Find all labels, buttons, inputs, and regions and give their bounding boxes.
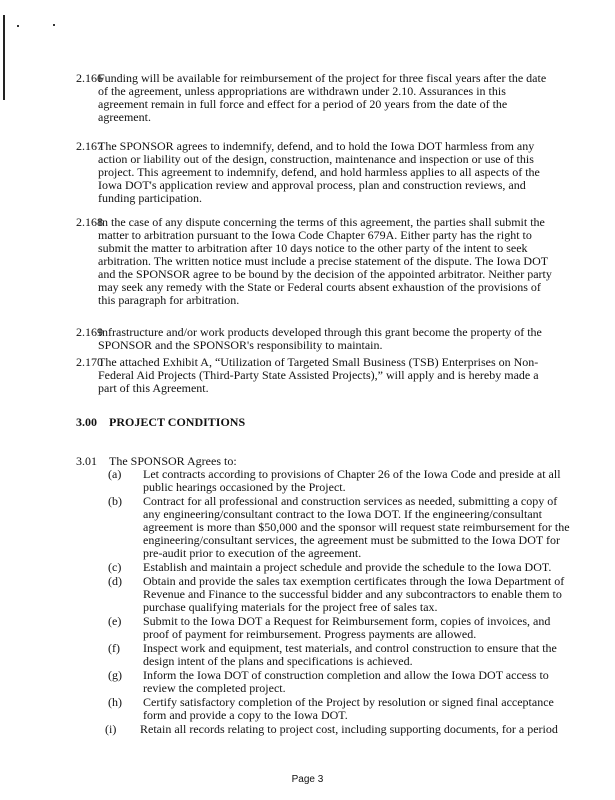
text-line: Federal Aid Projects (Third-Party State Assisted Projects),” will apply and is hereby made a	[98, 368, 539, 382]
text-line: pre-audit prior to execution of the agreement.	[143, 546, 362, 560]
text-line: In the case of any dispute concerning the terms of this agreement, the parties shall submit the	[98, 215, 545, 229]
item-text	[140, 723, 558, 736]
item-label: (e)	[108, 614, 122, 628]
paragraph-number: 2.167	[76, 139, 103, 153]
text-line: may seek any remedy with the State or Federal courts absent exhaustion of the provisions of	[98, 280, 541, 294]
text-line: public hearings occasioned by the Project.	[143, 480, 346, 494]
text-line: matter to arbitration pursuant to the Iowa Code Chapter 679A. Either party has the right to	[98, 228, 532, 242]
clause-number: 3.01	[76, 454, 97, 468]
scan-speck	[53, 24, 55, 26]
item-label: (h)	[108, 695, 122, 709]
text-line: review the completed project.	[143, 681, 286, 695]
text-line: purchase qualifying materials for the project free of sales tax.	[143, 600, 438, 614]
text-line: submit the matter to arbitration after 10 days notice to the other party of the intent to seek	[98, 241, 528, 255]
text-line: part of this Agreement.	[98, 381, 209, 395]
page-number: Page 3	[291, 774, 324, 785]
item-text	[143, 696, 554, 722]
item-text	[143, 495, 570, 560]
paragraph-number: 2.170	[76, 355, 103, 369]
item-label: (f)	[108, 641, 120, 655]
paragraph-text	[98, 72, 546, 124]
paragraph-text	[98, 216, 552, 307]
text-line: and the SPONSOR agree to be bound by the decision of the appointed arbitrator. Neither party	[98, 267, 552, 281]
paragraph-text	[98, 356, 539, 395]
text-line: Retain all records relating to project cost, including supporting documents, for a period	[140, 722, 558, 736]
clause-intro: The SPONSOR Agrees to:	[109, 454, 237, 468]
text-line: The attached Exhibit A, “Utilization of Targeted Small Business (TSB) Enterprises on Non-	[98, 355, 539, 369]
text-line: arbitration. The written notice must include a precise statement of the dispute. The Iowa DOT	[98, 254, 549, 268]
text-line: Submit to the Iowa DOT a Request for Reimbursement form, copies of invoices, and	[143, 614, 551, 628]
text-line: this paragraph for arbitration.	[98, 293, 240, 307]
item-label: (a)	[108, 467, 122, 481]
text-line: of the agreement, unless appropriations are withdrawn under 2.10. Assurances in this	[98, 84, 506, 98]
paragraph-number: 2.166	[76, 71, 103, 85]
item-text	[143, 561, 551, 574]
text-line: Establish and maintain a project schedule and provide the schedule to the Iowa DOT.	[143, 560, 552, 574]
text-line: agreement remain in full force and effect for a period of 20 years from the date of the	[98, 97, 508, 111]
item-text	[143, 669, 549, 695]
paragraph-number: 2.168	[76, 215, 103, 229]
paragraph-text	[98, 140, 540, 205]
item-label: (c)	[108, 560, 122, 574]
text-line: action or liability out of the design, construction, maintenance and inspection or use of this	[98, 152, 534, 166]
paragraph-text	[98, 326, 542, 352]
item-text	[143, 468, 561, 494]
text-line: Revenue and Finance to the successful bidder and any subcontractors to enable them to	[143, 587, 562, 601]
item-text	[143, 575, 564, 614]
item-label: (i)	[105, 722, 117, 736]
text-line: SPONSOR and the SPONSOR's responsibility to maintain.	[98, 338, 383, 352]
item-label: (g)	[108, 668, 122, 682]
section-title: PROJECT CONDITIONS	[109, 415, 246, 429]
text-line: agreement is more than $50,000 and the sponsor will request state reimbursement for the	[143, 520, 570, 534]
item-label: (d)	[108, 574, 122, 588]
text-line: Certify satisfactory completion of the Project by resolution or signed final acceptance	[143, 695, 554, 709]
text-line: Let contracts according to provisions of Chapter 26 of the Iowa Code and preside at all	[143, 467, 561, 481]
text-line: Inspect work and equipment, test materials, and control construction to ensure that the	[143, 641, 557, 655]
text-line: project. This agreement to indemnify, defend, and hold harmless applies to all aspects of the	[98, 165, 540, 179]
text-line: form and provide a copy to the Iowa DOT.	[143, 708, 348, 722]
paragraph-number: 2.169	[76, 325, 103, 339]
text-line: Contract for all professional and construction services as needed, submitting a copy of	[143, 494, 558, 508]
text-line: any engineering/consultant contract to the Iowa DOT. If the engineering/consultant	[143, 507, 542, 521]
text-line: proof of payment for reimbursement. Progress payments are allowed.	[143, 627, 477, 641]
text-line: design intent of the plans and specifications is achieved.	[143, 654, 413, 668]
text-line: The SPONSOR agrees to indemnify, defend, and to hold the Iowa DOT harmless from any	[98, 139, 535, 153]
text-line: Inform the Iowa DOT of construction completion and allow the Iowa DOT access to	[143, 668, 549, 682]
section-number: 3.00	[76, 415, 97, 429]
text-line: Funding will be available for reimbursement of the project for three fiscal years after the date	[98, 71, 547, 85]
text-line: Obtain and provide the sales tax exemption certificates through the Iowa Department of	[143, 574, 565, 588]
item-text	[143, 615, 550, 641]
text-line: funding participation.	[98, 191, 202, 205]
scan-margin-line	[3, 15, 5, 100]
text-line: engineering/consultant services, the agreement must be submitted to the Iowa DOT for	[143, 533, 560, 547]
text-line: Infrastructure and/or work products developed through this grant become the property of the	[98, 325, 542, 339]
text-line: agreement.	[98, 110, 151, 124]
item-label: (b)	[108, 494, 122, 508]
text-line: Iowa DOT's application review and approval process, plan and construction reviews, and	[98, 178, 526, 192]
item-text	[143, 642, 557, 668]
scan-speck	[17, 25, 19, 27]
